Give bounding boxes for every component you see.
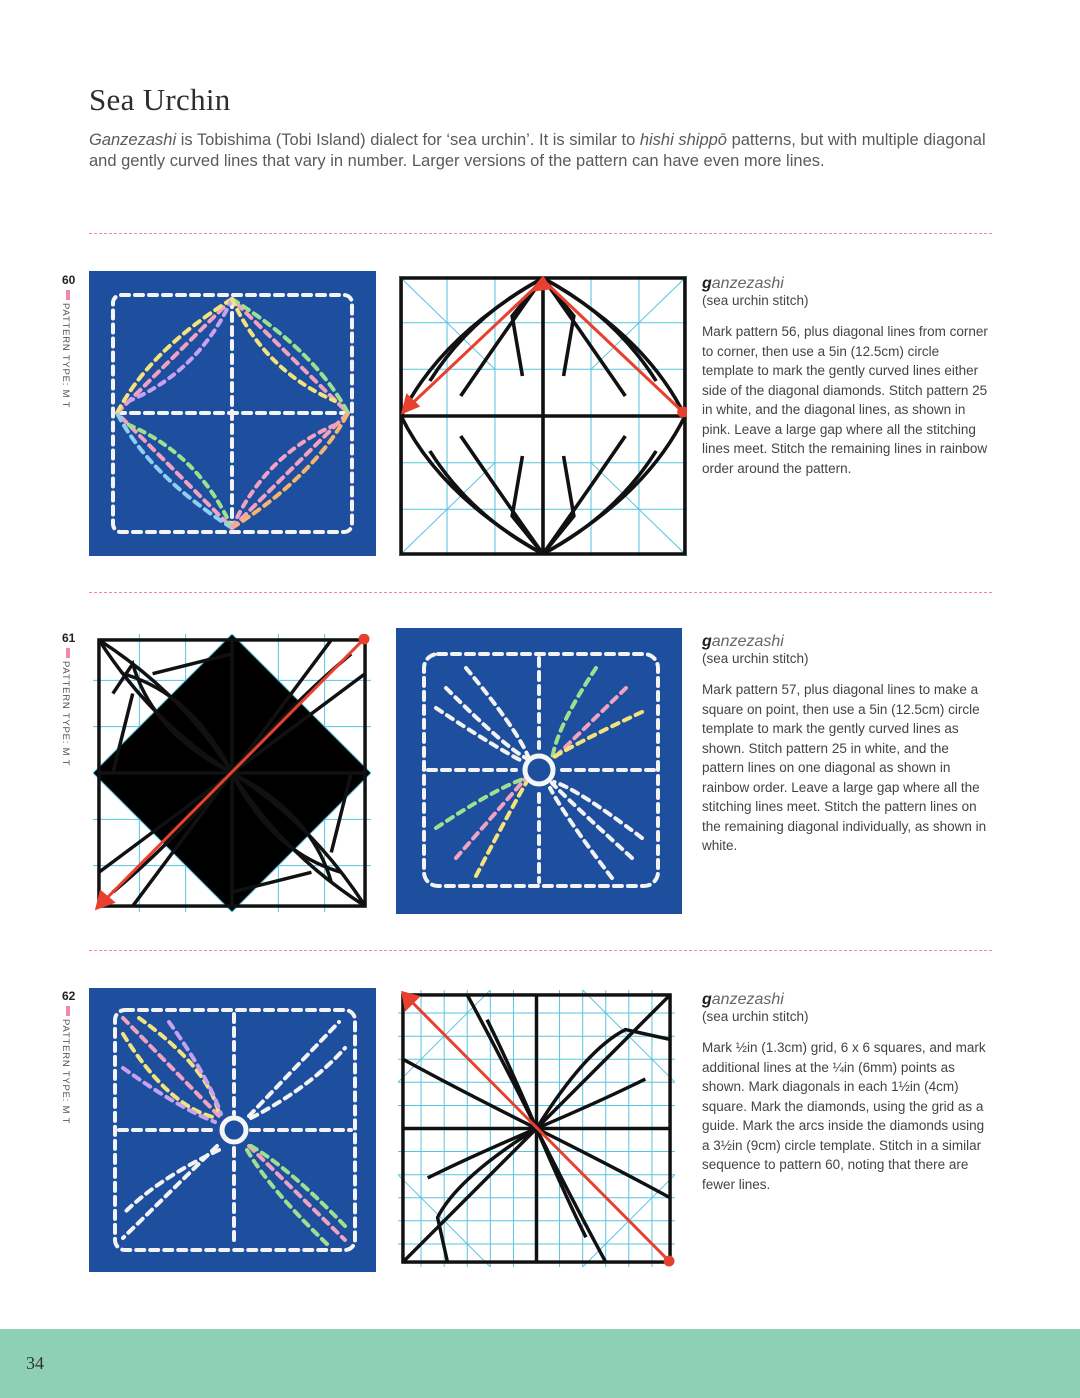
section-divider [89, 233, 992, 234]
stitch-name [702, 633, 992, 650]
intro-paragraph [89, 130, 999, 172]
stitch-name-rest: anzezashi [711, 275, 784, 292]
intro-text-1: is Tobishima (Tobi Island) dialect for ‘sea urchin’. It is similar to [176, 131, 640, 149]
stitched-sample-art [89, 271, 376, 556]
pattern-marker [66, 648, 70, 658]
pattern-diagram-art [399, 276, 687, 556]
page-footer [0, 1329, 1080, 1398]
pattern-number: 62 [62, 989, 76, 1003]
stitched-sample-photo [89, 988, 376, 1272]
stitch-subtitle: (sea urchin stitch) [702, 293, 809, 308]
intro-text-2: patterns, but with multiple diagonal and gently curved lines that vary in number. Larger versions of the pattern can have even more lines. [89, 131, 986, 170]
stitched-sample-photo [89, 271, 376, 556]
stitched-sample-photo [396, 628, 682, 914]
pattern-marker [66, 1006, 70, 1016]
page-title: Sea Urchin [89, 82, 231, 117]
stitch-subtitle: (sea urchin stitch) [702, 651, 809, 666]
pattern-diagram-art [93, 634, 371, 912]
stitch-instructions: Mark ½in (1.3cm) grid, 6 x 6 squares, and mark additional lines at the ¼in (6mm) points as shown. Mark diagonals in each 1½in (4cm) square. Mark the diamonds, using the grid as a guide. Mark the arcs inside the diamonds using a 3½in (9cm) circle template. Stitch in a similar sequence to pattern 60, noting that there are fewer lines. [702, 1040, 986, 1192]
pattern-description [702, 633, 992, 856]
pattern-diagram [398, 990, 675, 1267]
stitch-subtitle: (sea urchin stitch) [702, 1009, 809, 1024]
page-number: 34 [26, 1353, 44, 1373]
intro-term-2: hishi shippō [639, 131, 727, 149]
pattern-type-label: PATTERN TYPE: M T [60, 661, 71, 767]
stitched-sample-art [396, 628, 682, 914]
stitch-name-rest: anzezashi [711, 991, 784, 1008]
pattern-number: 61 [62, 631, 76, 645]
pattern-marker [66, 290, 70, 300]
section-divider [89, 950, 992, 951]
pattern-diagram [399, 276, 687, 556]
stitch-name-rest: anzezashi [711, 633, 784, 650]
section-divider [89, 592, 992, 593]
stitch-instructions: Mark pattern 57, plus diagonal lines to make a square on point, then use a 5in (12.5cm) circle template to mark the gently curved lines as shown. Stitch pattern 25 in white, and the pattern lines on one diagonal as shown in rainbow order. Leave a large gap where all the stitching lines meet. Stitch the pattern lines on the remaining diagonal individually, as shown in white. [702, 682, 987, 853]
intro-term: Ganzezashi [89, 131, 177, 149]
pattern-type-label: PATTERN TYPE: M T [60, 1019, 71, 1125]
stitch-name-initial: g [702, 991, 712, 1008]
stitched-sample-art [89, 988, 376, 1272]
stitch-name-initial: g [702, 275, 712, 292]
stitch-instructions: Mark pattern 56, plus diagonal lines from corner to corner, then use a 5in (12.5cm) circle template to mark the gently curved lines either side of the diagonal diamonds. Stitch pattern 25 in white, and the diagonal lines, as shown in pink. Leave a large gap where all the stitching lines meet. Stitch the remaining lines in rainbow order around the pattern. [702, 324, 988, 476]
pattern-description [702, 991, 992, 1194]
pattern-description [702, 275, 992, 478]
pattern-diagram-art [398, 990, 675, 1267]
pattern-number: 60 [62, 273, 76, 287]
stitch-name [702, 275, 992, 292]
pattern-type-label: PATTERN TYPE: M T [60, 303, 71, 409]
stitch-name-initial: g [702, 633, 712, 650]
stitch-name [702, 991, 992, 1008]
pattern-diagram [93, 634, 371, 912]
